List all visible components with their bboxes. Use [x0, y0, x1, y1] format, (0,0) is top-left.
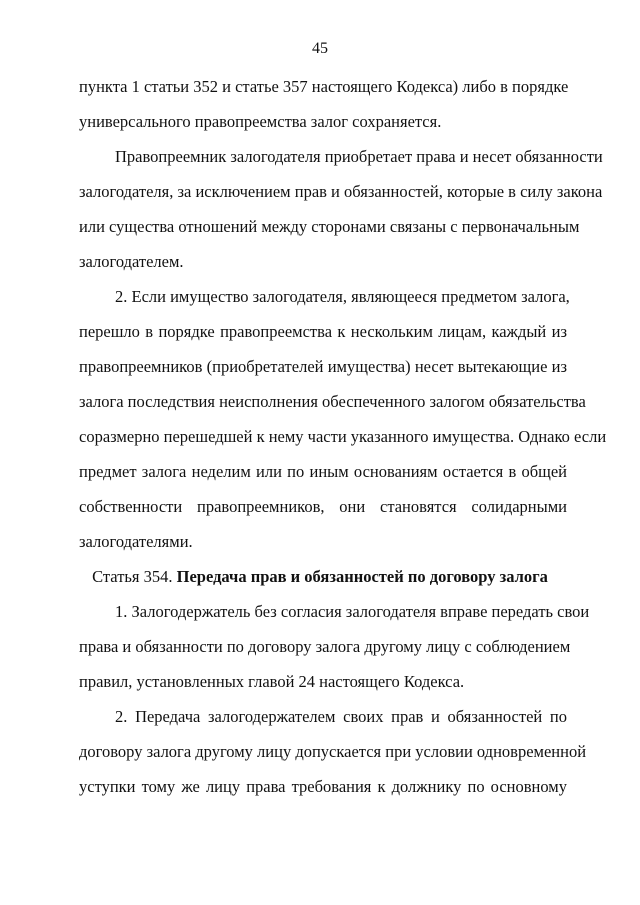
text-line: перешло в порядке правопреемства к нескольким лицам, каждый из: [79, 322, 567, 341]
text-line: залогодателя, за исключением прав и обязанностей, которые в силу закона: [79, 182, 603, 201]
article-title: Передача прав и обязанностей по договору залога: [176, 567, 548, 586]
text-line: предмет залога неделим или по иным основаниям остается в общей: [79, 462, 567, 481]
paragraph-first-line: Правопреемник залогодателя приобретает права и несет обязанности: [115, 147, 603, 166]
text-line: права и обязанности по договору залога другому лицу с соблюдением: [79, 637, 571, 656]
text-line: залогодателями.: [79, 532, 193, 551]
text-line: залогодателем.: [79, 252, 184, 271]
page-number: 45: [312, 40, 328, 57]
text-line: или существа отношений между сторонами связаны с первоначальным: [79, 217, 580, 236]
text-line: залога последствия неисполнения обеспеченного залогом обязательства: [79, 392, 586, 411]
text-line: универсального правопреемства залог сохраняется.: [79, 112, 442, 131]
paragraph-first-line: 1. Залогодержатель без согласия залогодателя вправе передать свои: [115, 602, 590, 621]
text-line: договору залога другому лицу допускается при условии одновременной: [79, 742, 587, 761]
article-heading: [0, 567, 640, 587]
text-line: собственности правопреемников, они становятся солидарными: [79, 497, 567, 516]
text-line: правопреемников (приобретателей имущества) несет вытекающие из: [79, 357, 567, 376]
text-line: соразмерно перешедшей к нему части указанного имущества. Однако если: [79, 427, 607, 446]
paragraph-first-line: 2. Передача залогодержателем своих прав и обязанностей по: [115, 707, 567, 726]
paragraph-first-line: 2. Если имущество залогодателя, являющееся предметом залога,: [115, 287, 570, 306]
text-line: правил, установленных главой 24 настоящего Кодекса.: [79, 672, 465, 691]
text-line: уступки тому же лицу права требования к должнику по основному: [79, 777, 567, 796]
article-number: Статья 354.: [92, 567, 173, 586]
text-line: пункта 1 статьи 352 и статье 357 настоящего Кодекса) либо в порядке: [79, 77, 569, 96]
